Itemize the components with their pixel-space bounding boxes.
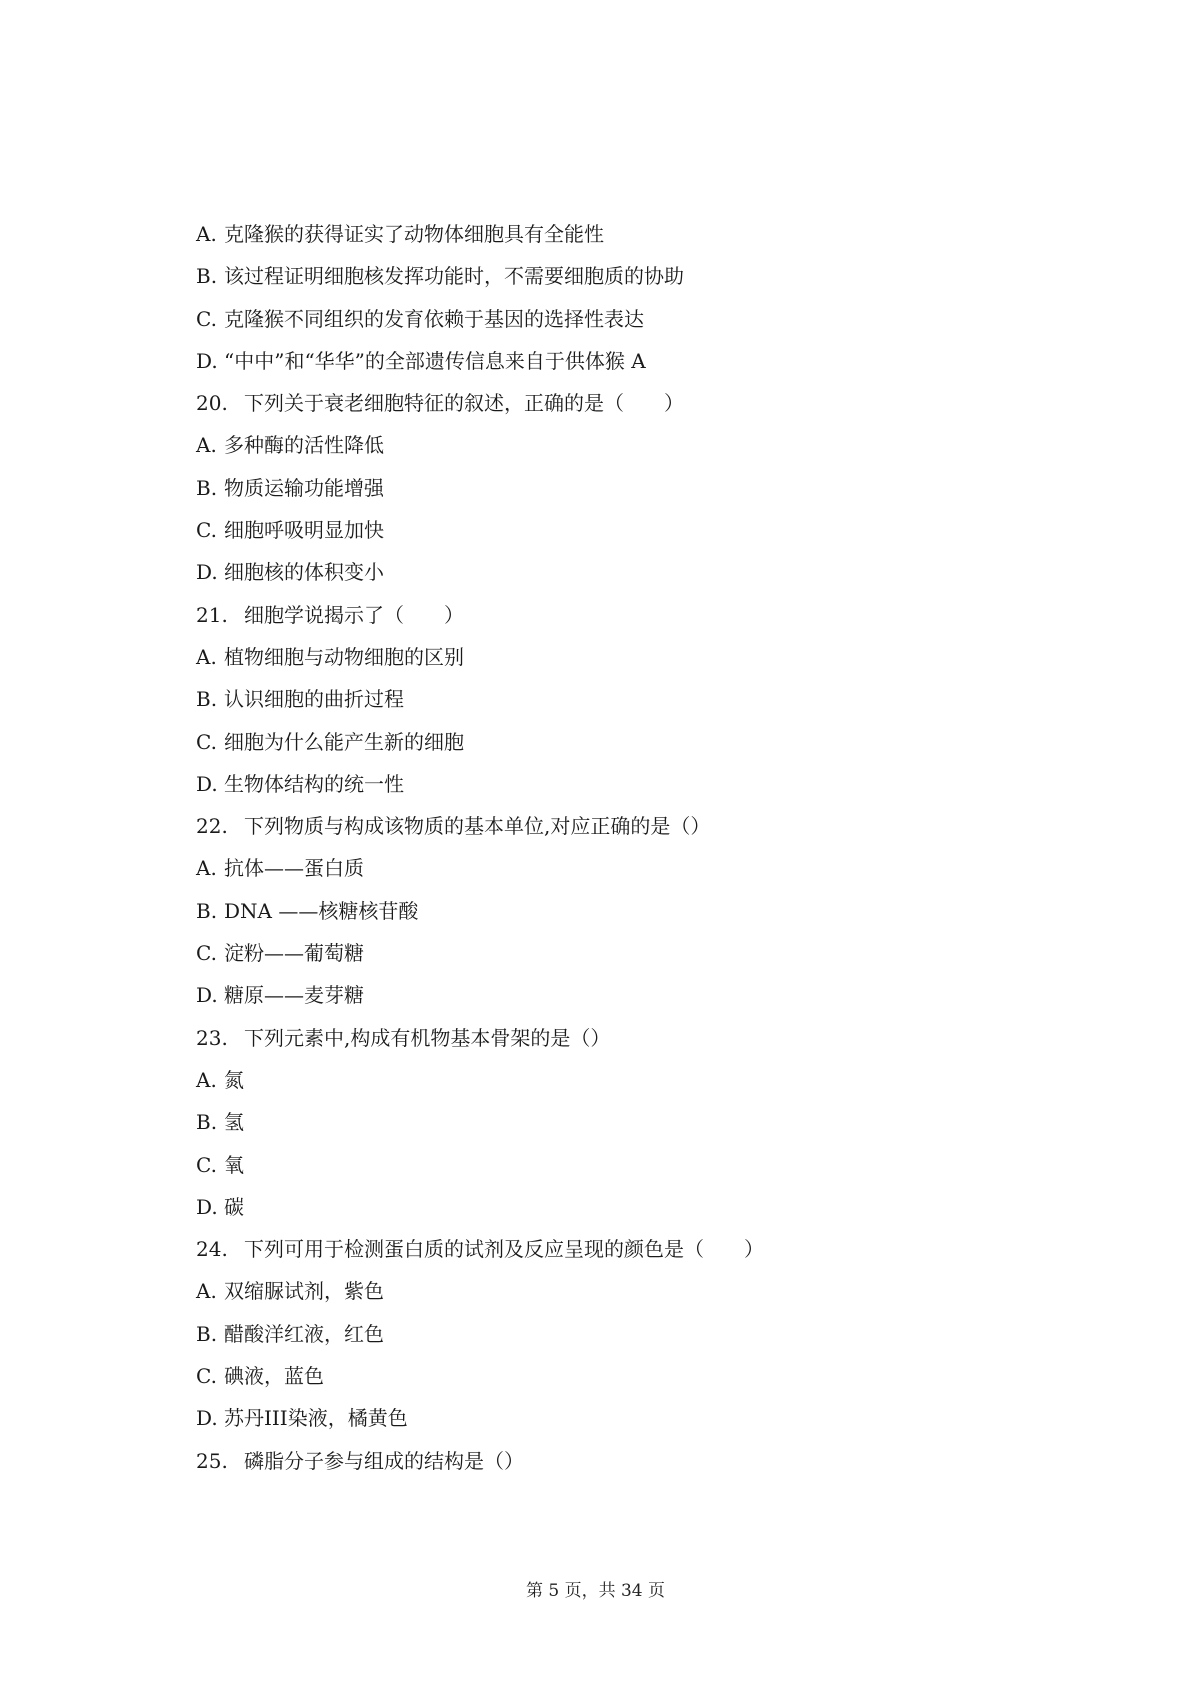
q25-stem: 25. 磷脂分子参与组成的结构是（）	[196, 1448, 524, 1473]
q22-option-a: A. 抗体——蛋白质	[196, 856, 364, 881]
q23-option-a: A. 氮	[196, 1067, 244, 1092]
page-footer: 第 5 页，共 34 页	[525, 1581, 666, 1601]
q24-option-d: D. 苏丹III染液，橘黄色	[196, 1406, 408, 1431]
q22-option-b: B. DNA ——核糖核苷酸	[196, 898, 419, 923]
q19-option-d: D. “中中”和“华华”的全部遗传信息来自于供体猴 A	[196, 348, 646, 373]
q23-option-c: C. 氧	[196, 1152, 244, 1177]
q24-option-b: B. 醋酸洋红液，红色	[196, 1321, 384, 1346]
q21-option-a: A. 植物细胞与动物细胞的区别	[196, 644, 464, 669]
question-list	[196, 213, 1056, 1482]
q23-option-b: B. 氢	[196, 1110, 244, 1135]
q22-option-d: D. 糖原——麦芽糖	[196, 983, 364, 1008]
q24-option-a: A. 双缩脲试剂，紫色	[196, 1279, 384, 1304]
q21-stem: 21. 细胞学说揭示了（ ）	[196, 602, 464, 627]
q20-option-b: B. 物质运输功能增强	[196, 475, 384, 500]
q23-option-d: D. 碳	[196, 1194, 244, 1219]
q22-option-c: C. 淀粉——葡萄糖	[196, 941, 364, 966]
q23-stem: 23. 下列元素中,构成有机物基本骨架的是（）	[196, 1025, 611, 1050]
q20-stem: 20. 下列关于衰老细胞特征的叙述，正确的是（ ）	[196, 391, 684, 416]
q21-option-c: C. 细胞为什么能产生新的细胞	[196, 729, 464, 754]
q24-option-c: C. 碘液，蓝色	[196, 1364, 324, 1389]
q19-option-b: B. 该过程证明细胞核发挥功能时，不需要细胞质的协助	[196, 264, 684, 289]
q21-option-b: B. 认识细胞的曲折过程	[196, 687, 404, 712]
q19-option-a: A. 克隆猴的获得证实了动物体细胞具有全能性	[196, 222, 604, 246]
q19-option-c: C. 克隆猴不同组织的发育依赖于基因的选择性表达	[196, 306, 644, 331]
q20-option-c: C. 细胞呼吸明显加快	[196, 518, 384, 543]
q20-option-d: D. 细胞核的体积变小	[196, 560, 384, 585]
q22-stem: 22. 下列物质与构成该物质的基本单位,对应正确的是（）	[196, 814, 711, 839]
q20-option-a: A. 多种酶的活性降低	[196, 433, 384, 458]
q24-stem: 24. 下列可用于检测蛋白质的试剂及反应呈现的颜色是（ ）	[196, 1237, 764, 1262]
q21-option-d: D. 生物体结构的统一性	[196, 771, 404, 796]
